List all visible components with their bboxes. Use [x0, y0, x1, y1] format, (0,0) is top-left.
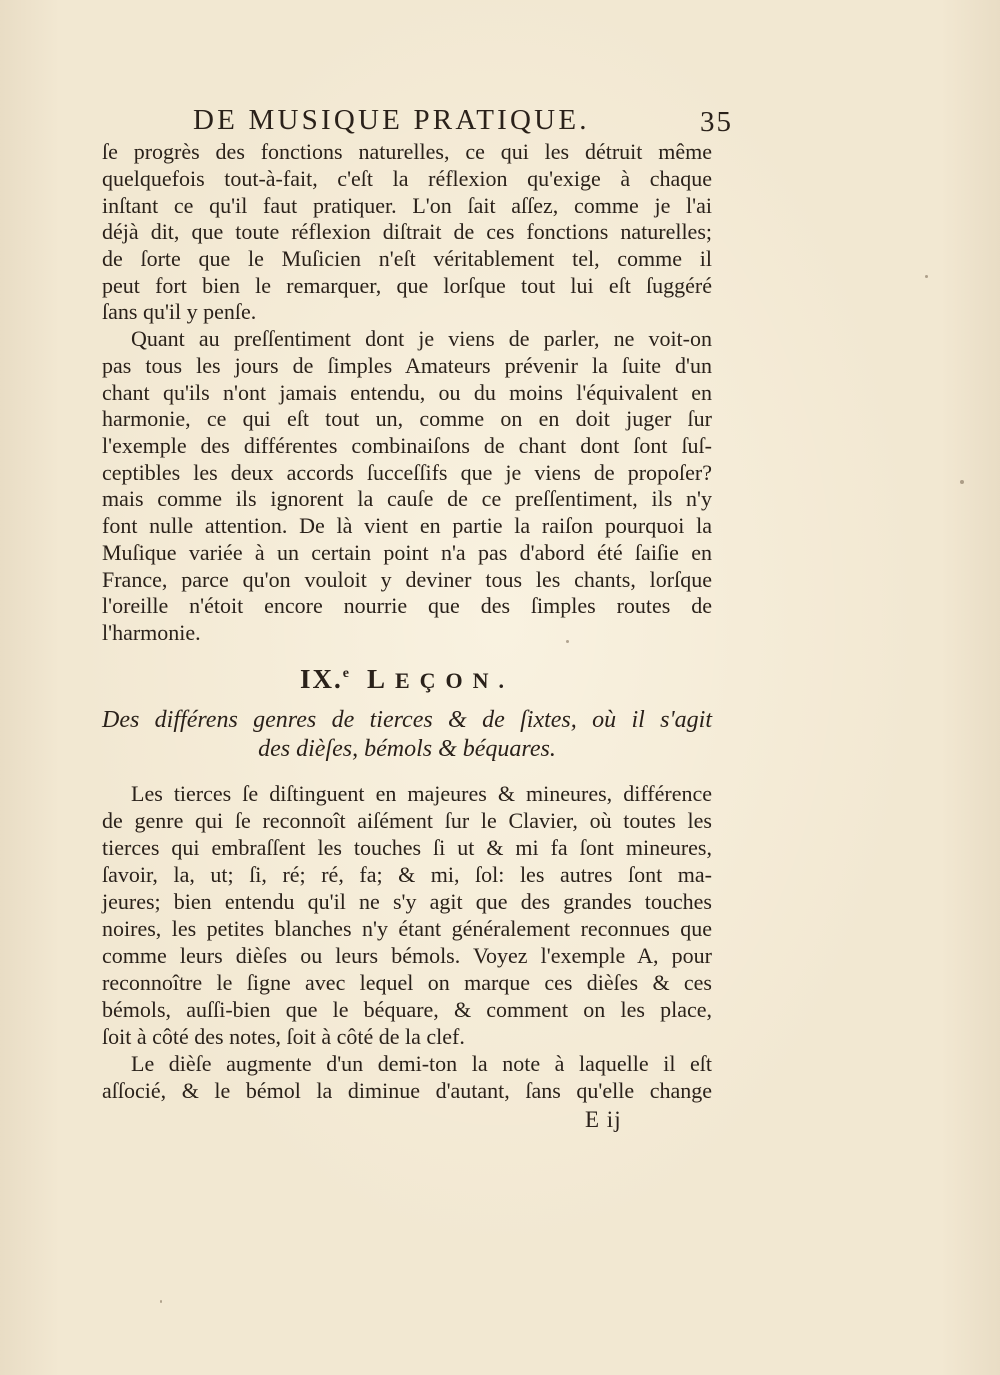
text-line: déjà dit, que toute réflexion diſtrait de ces fonctions naturelles;: [102, 219, 712, 244]
text-line: ſavoir, la, ut; ſi, ré; ré, fa; & mi, ſol: les autres ſont ma-: [102, 862, 712, 887]
signature-mark: E ij: [585, 1107, 622, 1132]
lesson-subtitle-line: Des différens genres de tierces & de ſixtes, où il s'agit: [102, 707, 712, 733]
text-line: bémols, auſſi-bien que le béquare, & comment on les place,: [102, 997, 712, 1022]
text-line: l'exemple des différentes combinaiſons de chant dont ſont ſuſ-: [102, 433, 712, 458]
paper-speck: [160, 1300, 162, 1303]
lesson-number-superscript: e: [342, 666, 349, 681]
text-line: ſans qu'il y penſe.: [102, 299, 257, 324]
text-line: Muſique variée à un certain point n'a pas d'abord été ſaiſie en: [102, 540, 712, 565]
text-line: Les tierces ſe diſtinguent en majeures & mineures, différence: [131, 781, 712, 806]
text-line: ſe progrès des fonctions naturelles, ce qui les détruit même: [102, 139, 712, 164]
text-line: ſoit à côté des notes, ſoit à côté de la clef.: [102, 1024, 465, 1049]
lesson-subtitle-line: des dièſes, bémols & béquares.: [258, 736, 556, 762]
page-header: [193, 100, 733, 140]
text-line: chant qu'ils n'ont jamais entendu, ou du moins l'équivalent en: [102, 380, 712, 405]
text-line: ceptibles les deux accords ſucceſſifs que je viens de propoſer?: [102, 460, 712, 485]
text-line: noires, les petites blanches n'y étant généralement reconnues que: [102, 916, 712, 941]
paper-speck: [566, 640, 569, 643]
text-line: comme leurs dièſes ou leurs bémols. Voyez l'exemple A, pour: [102, 943, 712, 968]
text-line: pas tous les jours de ſimples Amateurs prévenir la ſuite d'un: [102, 353, 712, 378]
text-line: de genre qui ſe reconnoît aiſément ſur le Clavier, où toutes les: [102, 808, 712, 833]
text-line: font nulle attention. De là vient en partie la raiſon pourquoi la: [102, 513, 712, 538]
paper-speck: [925, 275, 928, 278]
lesson-heading: [102, 656, 712, 692]
text-line: inſtant ce qu'il faut pratiquer. L'on ſait aſſez, comme je l'ai: [102, 193, 712, 218]
text-line: l'oreille n'étoit encore nourrie que des ſimples routes de: [102, 593, 712, 618]
text-line: tierces qui embraſſent les touches ſi ut & mi fa ſont mineures,: [102, 835, 712, 860]
text-line: de ſorte que le Muſicien n'eſt véritablement tel, comme il: [102, 246, 712, 271]
text-line: mais comme ils ignorent la cauſe de ce preſſentiment, ils n'y: [102, 486, 712, 511]
page-number: 35: [700, 106, 733, 138]
lesson-word: [366, 664, 515, 694]
running-title: DE MUSIQUE PRATIQUE.: [193, 104, 590, 136]
lesson-number: IX.: [299, 664, 343, 694]
text-line: peut fort bien le remarquer, que lorſque tout lui eſt ſuggéré: [102, 273, 712, 298]
paper-speck: [960, 480, 964, 484]
text-line: harmonie, ce qui eſt tout un, comme on en doit juger ſur: [102, 406, 712, 431]
text-line: l'harmonie.: [102, 620, 201, 645]
text-line: quelquefois tout-à-fait, c'eſt la réflexion qu'exige à chaque: [102, 166, 712, 191]
text-line: France, parce qu'on vouloit y deviner tous les chants, lorſque: [102, 567, 712, 592]
lesson-word-initial: L: [366, 664, 395, 694]
lesson-word-rest: EÇON.: [394, 668, 515, 693]
text-line: Le dièſe augmente d'un demi-ton la note à laquelle il eſt: [131, 1051, 712, 1076]
text-line: reconnoître le ſigne avec lequel on marque ces dièſes & ces: [102, 970, 712, 995]
text-line: jeures; bien entendu qu'il ne s'y agit que des grandes touches: [102, 889, 712, 914]
text-line: Quant au preſſentiment dont je viens de parler, ne voit-on: [131, 326, 712, 351]
text-line: aſſocié, & le bémol la diminue d'autant, ſans qu'elle change: [102, 1078, 712, 1103]
